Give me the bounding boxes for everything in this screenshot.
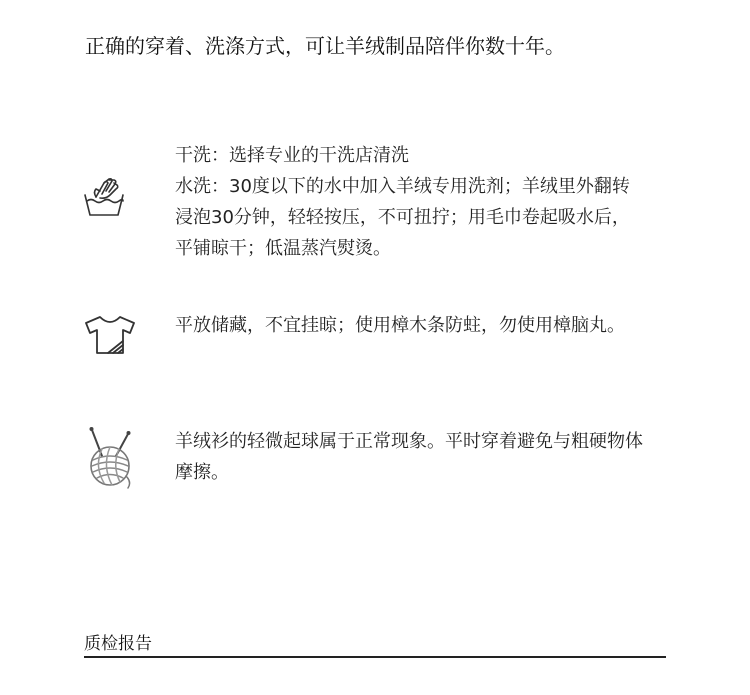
page-headline: 正确的穿着、洗涤方式，可让羊绒制品陪伴你数十年。	[85, 34, 565, 58]
care-text-washing	[175, 140, 645, 264]
care-text-pilling	[175, 426, 645, 488]
care-text-storage	[175, 310, 645, 341]
flat-dry-shirt-icon	[82, 313, 138, 361]
care-line-dry-clean: 干洗：选择专业的干洗店清洗	[175, 145, 409, 166]
hand-wash-icon	[82, 175, 126, 223]
yarn-ball-icon	[82, 426, 138, 496]
care-line-water-wash: 水洗：30度以下的水中加入羊绒专用洗剂；羊绒里外翻转浸泡30分钟，轻轻按压，不可扭拧；用毛巾卷起吸水后，平铺晾干；低温蒸汽熨烫。	[175, 176, 630, 259]
care-line-storage: 平放储藏，不宜挂晾；使用樟木条防蛀，勿使用樟脑丸。	[175, 315, 625, 336]
quality-report-title: 质检报告	[84, 634, 152, 654]
report-divider	[84, 656, 666, 658]
care-line-pilling: 羊绒衫的轻微起球属于正常现象。平时穿着避免与粗硬物体摩擦。	[175, 431, 643, 483]
